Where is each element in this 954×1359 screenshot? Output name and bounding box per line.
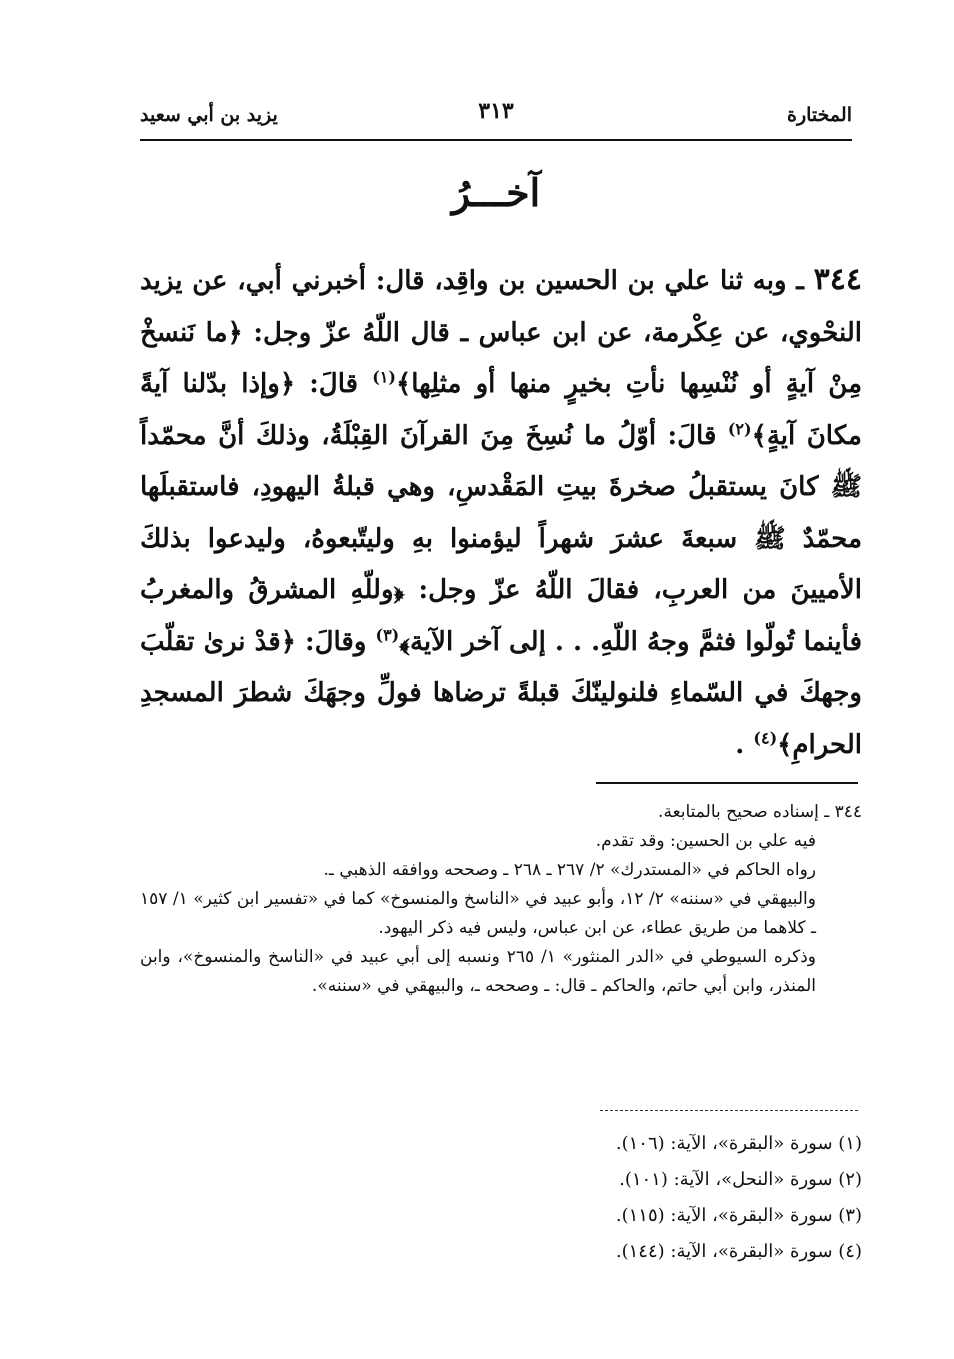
chapter-title: آخـــرُ	[451, 170, 541, 215]
note-line: وذكره السيوطي في «الدر المنثور» ١/ ٢٦٥ ونسبه إلى أبي عبيد في «الناسخ والمنسوخ»، وابن المنذر، وابن أبي حاتم، والحاكم ـ قال: ـ وصححه ـ، والبيهقي في «سننه».	[140, 947, 817, 996]
hadith-number: ٣٤٤	[813, 262, 862, 297]
notes-divider	[596, 782, 858, 784]
footnote-ref-4: (٤)	[753, 727, 778, 747]
footnote-item: (٤) سورة «البقرة»، الآية: (١٤٤).	[615, 1241, 862, 1262]
footnote-item: (١) سورة «البقرة»، الآية: (١٠٦).	[615, 1133, 862, 1154]
header-book-title: المختارة	[787, 104, 852, 126]
footnote-ref-2: (٢)	[727, 418, 752, 438]
header-rule	[140, 139, 852, 141]
note-heading: ٣٤٤ ـ إسناده صحيح بالمتابعة.	[658, 802, 862, 822]
note-line: فيه علي بن الحسين: وقد تقدم.	[595, 831, 816, 851]
note-body	[140, 827, 816, 1001]
hadith-text-part-1: ـ وبه ثنا علي بن الحسين بن واقِد، قال: أخبرني أبي، عن يزيد النحْوي، عن عِكْرمة، عن ابن عباس ـ قال اللّهُ عزّ وجل: ﴿ما نَنسخْ مِنْ آيةٍ أو نُنْسِها نأتِ بخيرٍ منها أو مثلِها﴾	[140, 266, 862, 399]
hadith-text-part-4: وقالَ: ﴿قدْ نرىٰ تقلّبَ وجهكَ في السّماءِ فلنولينّكَ قبلةً ترضاها فولِّ وجهَكَ شطرَ المسجدِ الحرامِ﴾	[140, 626, 862, 760]
hadith-text-part-3: قالَ: أوّلُ ما نُسِخَ مِنَ القرآنَ القِبْلَةُ، وذلكَ أنَّ محمّداً ﷺ كانَ يستقبلُ صخرةَ بيتِ المَقْدسِ، وهي قبلةُ اليهودِ، فاستقبلَها محمّدٌ ﷺ سبعةَ عشرَ شهراً ليؤمنوا بهِ وليتّبعوهُ، وليدعوا بذلكَ الأميينَ من العربِ، فقالَ اللّهُ عزّ وجل: ﴿وللّهِ المشرقُ والمغربُ فأينما تُولّوا فثمَّ وجهُ اللّهِ. . . إلى آخر الآية﴾	[140, 420, 862, 657]
hadith-text-part-2: قالَ: ﴿وإذا بدّلنا آيةً مكانَ آيةٍ﴾	[140, 369, 862, 451]
page-number: ٣١٣	[478, 98, 514, 124]
hadith-text-end: .	[735, 729, 754, 760]
footnote-item: (٣) سورة «البقرة»، الآية: (١١٥).	[615, 1205, 862, 1226]
footnote-item: (٢) سورة «النحل»، الآية: (١٠١).	[619, 1169, 862, 1190]
running-header	[140, 96, 852, 136]
footnotes	[140, 1126, 862, 1270]
note-line: والبيهقي في «سننه» ٢/ ١٢، وأبو عبيد في «الناسخ والمنسوخ» كما في «تفسير ابن كثير» ١/ ١٥٧ ـ كلاهما من طريق عطاء، عن ابن عباس، وليس فيه ذكر اليهود.	[140, 889, 816, 938]
note-line: رواه الحاكم في «المستدرك» ٢/ ٢٦٧ ـ ٢٦٨ ـ وصححه ووافقه الذهبي ـ.	[323, 860, 816, 880]
footnote-separator	[600, 1110, 858, 1111]
footnote-ref-1: (١)	[372, 367, 396, 387]
takhrij-notes	[140, 798, 862, 1001]
header-narrator-name: يزيد بن أبي سعيد	[140, 104, 278, 126]
hadith-text	[140, 254, 862, 771]
footnote-ref-3: (٣)	[375, 624, 400, 644]
